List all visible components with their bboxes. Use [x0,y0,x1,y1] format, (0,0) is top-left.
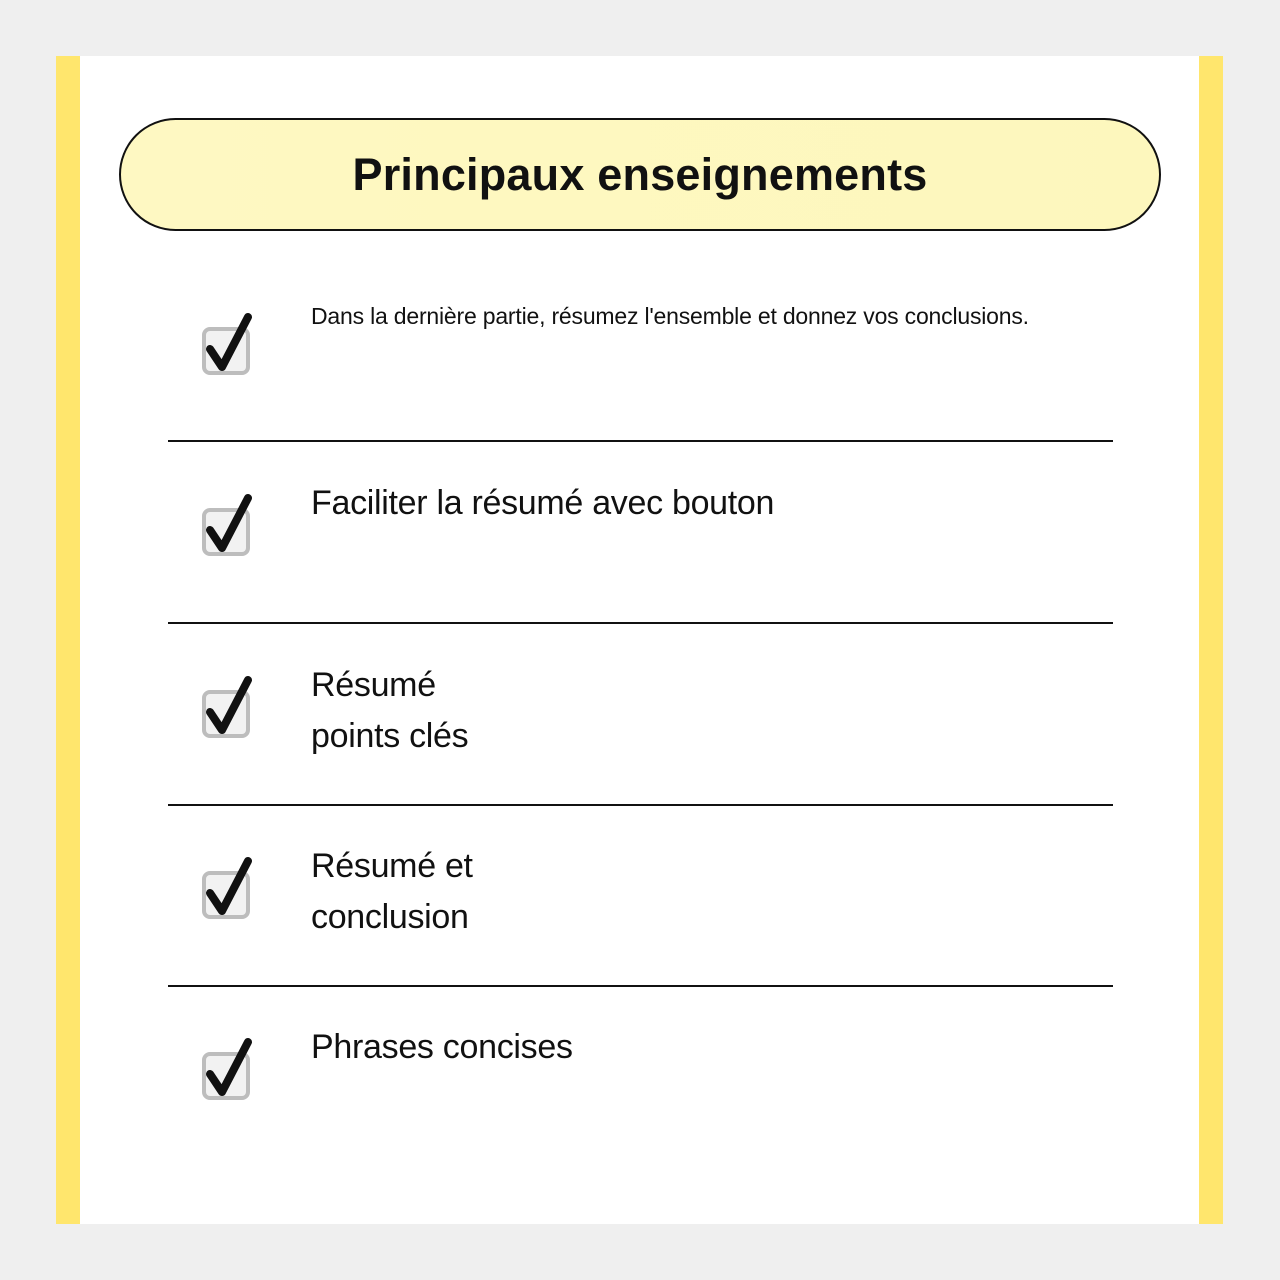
takeaways-card [56,56,1223,1224]
divider [168,804,1113,806]
checkbox-checked-icon [198,674,258,744]
list-item [168,996,1113,1177]
checkbox-checked-icon [198,855,258,925]
title-banner [119,118,1161,231]
checkbox-checked-icon [198,311,258,381]
list-item-text: Phrases concises [311,1028,573,1066]
divider [168,440,1113,442]
list-item [168,271,1113,452]
list-item [168,634,1113,815]
list-item-text: Résumé points clés [311,666,469,755]
page-title: Principaux enseignements [352,148,928,200]
divider [168,985,1113,987]
list-item-text: Résumé et conclusion [311,847,473,936]
divider [168,622,1113,624]
list-item-text: Dans la dernière partie, résumez l'ensemble et donnez vos conclusions. [311,303,1029,329]
list-item-text: Faciliter la résumé avec bouton [311,484,775,522]
checkbox-checked-icon [198,492,258,562]
checkbox-checked-icon [198,1036,258,1106]
list-item [168,452,1113,633]
list-item [168,815,1113,996]
